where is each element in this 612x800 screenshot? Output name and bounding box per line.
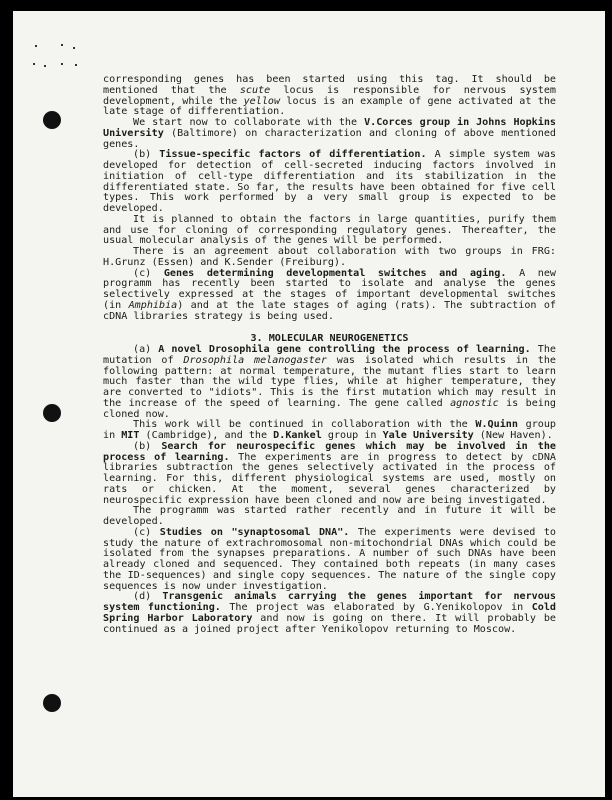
paragraph: This work will be continued in collaboration with the W.Quinn group in MIT (Cambridge), and the D.Kankel group in Yale University (New Haven). xyxy=(103,419,556,441)
paragraph-b-neurospecific-genes: (b) Search for neurospecific genes which may be involved in the process of learning. The experiments are in progress to detect by cDNA libraries subtraction the genes selectively activated in the process of learning. For this, different physiological systems are used, mostly on rats or chicken. At the moment, several genes characterized by neurospecific expression have been cloned and now are being investigated. xyxy=(103,440,556,506)
paragraph-c-synaptosomal-dna: (c) Studies on "synaptosomal DNA". The experiments were devised to study the nature of extrachromosomal non-mitochondrial DNAs which could be isolated from the synapses preparations. A number of such DNAs have been already cloned and sequenced. They contained both repeats (in many cases the ID-sequences) and single copy sequences. The nature of the single copy sequences is now under investigation. xyxy=(103,526,557,592)
paragraph: We start now to collaborate with the V.Corces group in Johns Hopkins University (Baltimore) on characterization and cloning of above mentioned genes. xyxy=(103,117,556,150)
paragraph: The programm was started rather recently and in future it will be developed. xyxy=(103,505,556,527)
speck-mark xyxy=(61,63,63,65)
speck-mark xyxy=(61,44,63,46)
paragraph: corresponding genes has been started using this tag. It should be mentioned that the scute locus is responsible for nervous system development, while the yellow locus is an example of gene activated at the late stage of differentiation. xyxy=(103,74,557,118)
speck-mark xyxy=(73,47,75,49)
speck-mark xyxy=(35,45,37,47)
paragraph: It is planned to obtain the factors in large quantities, purify them and use for cloning of corresponding regulatory genes. Thereafter, the usual molecular analysis of the genes will be performed. xyxy=(103,213,556,247)
section-heading: 3. MOLECULAR NEUROGENETICS xyxy=(250,333,409,345)
punch-hole xyxy=(43,694,61,712)
punch-hole xyxy=(43,404,61,422)
paragraph-c-developmental-switches: (c) Genes determining developmental switches and aging. A new programm has recently been started to isolate and analyse the genes selectively expressed at the stages of important developmental switches (in Amphibia) and at the late stages of aging (rats). The subtraction of cDNA libraries strategy is being used. xyxy=(103,267,557,322)
speck-mark xyxy=(33,63,35,65)
punch-hole xyxy=(43,111,61,129)
document-body xyxy=(103,75,556,635)
speck-mark xyxy=(44,65,46,67)
speck-mark xyxy=(75,64,77,66)
paragraph-d-transgenic-animals: (d) Transgenic animals carrying the genes important for nervous system functioning. The project was elaborated by G.Yenikolopov in Cold Spring Harbor Laboratory and now is going on there. It will probably be continued as a joined project after Yenikolopov returning to Moscow. xyxy=(103,591,556,635)
paragraph-b-tissue-specific: (b) Tissue-specific factors of differentiation. A simple system was developed for detection of cell-secreted inducing factors involved in initiation of cell-type differentiation and its stabilization in the differentiated state. So far, the results have been obtained for five cell types. This work performed by a very small group is expected to be developed. xyxy=(103,149,556,214)
paragraph: There is an agreement about collaboration with two groups in FRG: H.Grunz (Essen) and K.Sender (Freiburg). xyxy=(103,246,556,268)
paragraph-a-drosophila: (a) A novel Drosophila gene controlling the process of learning. The mutation of Drosophila melanogaster was isolated which results in the following pattern: at normal temperature, the mutant flies start to learn much faster than the wild type flies, while at higher temperature, they are converted to "idiots". This is the first mutation which may result in the increase of the speed of learning. The gene called agnostic is being cloned now. xyxy=(103,344,557,420)
